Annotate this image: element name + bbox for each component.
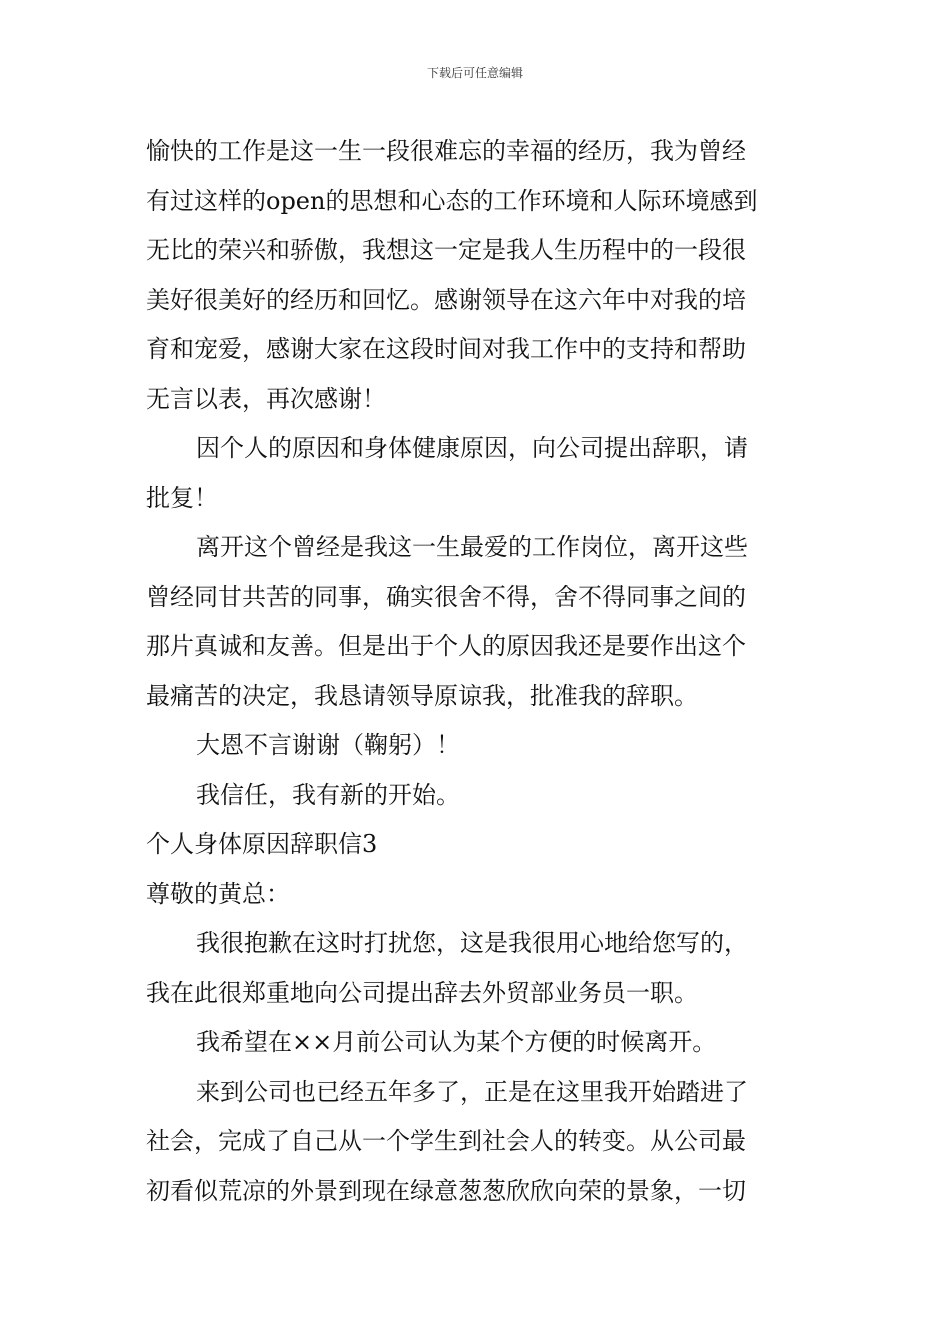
salutation [146,870,808,920]
text-line: 初看似荒凉的外景到现在绿意葱葱欣欣向荣的景象，一切 [146,1176,746,1205]
paragraph-8 [146,1068,808,1217]
text-line: 因个人的原因和身体健康原因，向公司提出辞职，请 [196,434,748,462]
document-body [146,127,808,1216]
paragraph-4 [146,721,808,771]
text-line: 社会，完成了自己从一个学生到社会人的转变。从公司最 [146,1127,746,1155]
text-line: 我希望在××月前公司认为某个方便的时候离开。 [196,1028,717,1056]
text-line: 离开这个曾经是我这一生最爱的工作岗位，离开这些 [196,533,748,561]
section-title [146,820,808,870]
text-line: 个人身体原因辞职信3 [146,830,378,858]
text-line: 育和宠爱，感谢大家在这段时间对我工作中的支持和帮助 [146,335,746,363]
text-line: 我信任，我有新的开始。 [196,780,460,809]
paragraph-1 [146,127,808,424]
text-line: 无言以表，再次感谢！ [146,384,386,413]
text-line: 批复！ [146,483,218,512]
paragraph-7 [146,1018,808,1068]
paragraph-5 [146,771,808,821]
text-line: 来到公司也已经五年多了，正是在这里我开始踏进了 [196,1077,748,1106]
text-line: 愉快的工作是这一生一段很难忘的幸福的经历，我为曾经 [146,137,746,165]
paragraph-2 [146,424,808,523]
paragraph-3 [146,523,808,721]
text-line: 有过这样的open的思想和心态的工作环境和人际环境感到 [146,186,758,215]
page-header: 下载后可任意编辑 [426,66,523,80]
text-line: 我在此很郑重地向公司提出辞去外贸部业务员一职。 [146,978,698,1007]
text-line: 曾经同甘共苦的同事，确实很舍不得，舍不得同事之间的 [146,582,746,611]
text-line: 最痛苦的决定，我恳请领导原谅我，批准我的辞职。 [146,681,698,710]
text-line: 大恩不言谢谢（鞠躬）！ [196,731,460,759]
text-line: 我很抱歉在这时打扰您，这是我很用心地给您写的， [196,929,748,957]
paragraph-6 [146,919,808,1018]
text-line: 美好很美好的经历和回忆。感谢领导在这六年中对我的培 [146,285,746,314]
text-line: 无比的荣兴和骄傲，我想这一定是我人生历程中的一段很 [146,236,746,264]
text-line: 尊敬的黄总： [146,879,290,908]
text-line: 那片真诚和友善。但是出于个人的原因我还是要作出这个 [146,632,746,660]
